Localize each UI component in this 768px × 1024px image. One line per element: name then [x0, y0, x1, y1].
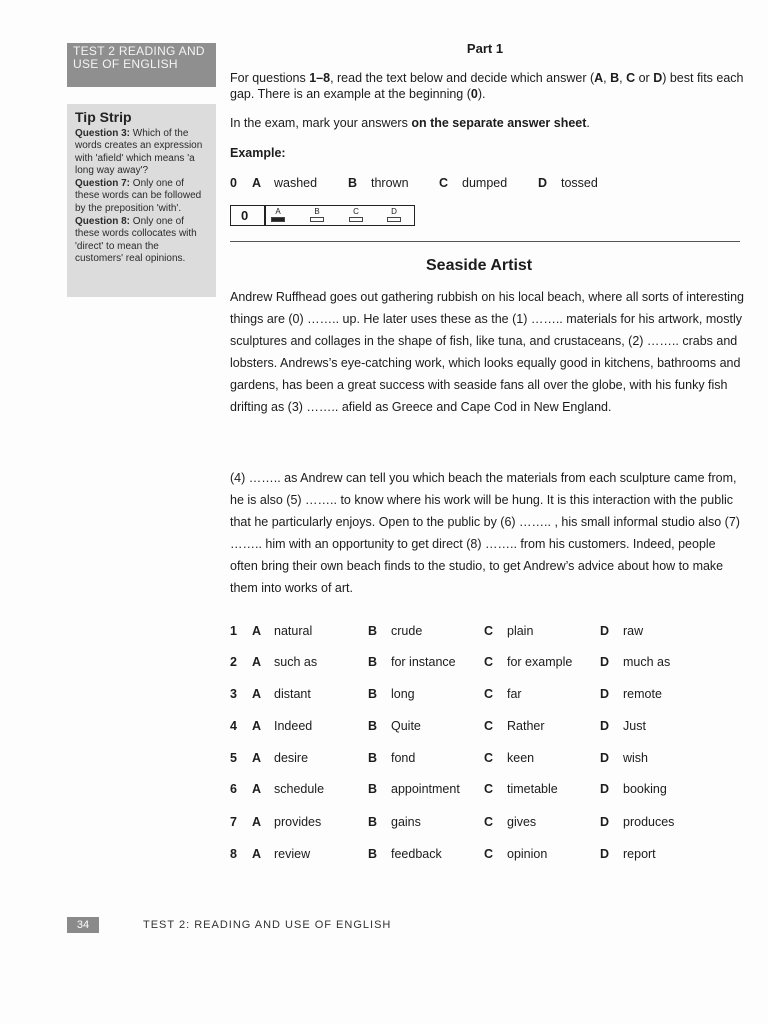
- question-number: 8: [230, 847, 237, 861]
- instruction-text: , read the text below and decide which answer (: [330, 71, 595, 85]
- option-d: wish: [623, 751, 649, 765]
- answer-bubble-c: [348, 207, 364, 222]
- option-letter: C: [484, 687, 494, 701]
- bubble-mark: [310, 217, 324, 222]
- question-number: 1: [230, 624, 237, 638]
- tip-question-3: [75, 128, 208, 177]
- question-row: [230, 719, 750, 737]
- option-b: gains: [391, 815, 421, 829]
- option-c: Rather: [507, 719, 545, 733]
- tip-label: Question 3:: [75, 128, 131, 139]
- answer-sheet-number: 0: [241, 208, 249, 223]
- running-footer: TEST 2: READING AND USE OF ENGLISH: [143, 919, 392, 931]
- question-number: 5: [230, 751, 237, 765]
- instruction-text: or: [635, 71, 654, 85]
- paragraph-text: (4) …….. as Andrew can tell you which beach the materials from each sculpture came from, he is also (5) …….. to know where his work will be hung. It is this interaction with the public that he particularly enjoys. Open to the public by (6) …….. , his small informal studio also (7) …….. him with an opportunity to get direct (8) …….. from his customers. Indeed, people often bring their own beach finds to the studio, to get Andrew’s advice about how to make them into works of art.: [230, 471, 740, 595]
- option-letter: D: [600, 719, 610, 733]
- tip-strip-title: Tip Strip: [75, 109, 132, 125]
- question-range: 1–8: [309, 71, 331, 85]
- option-letter: B: [368, 847, 378, 861]
- option-d: report: [623, 847, 656, 861]
- option-letter: D: [600, 815, 610, 829]
- answer-bubble-a: [270, 207, 286, 222]
- bubble-letter: A: [275, 207, 281, 216]
- bubble-letter: D: [391, 207, 397, 216]
- option-c: keen: [507, 751, 535, 765]
- option-c: gives: [507, 815, 537, 829]
- exam-note-text: .: [586, 116, 590, 130]
- option-d: raw: [623, 624, 644, 638]
- option-letter: C: [484, 815, 494, 829]
- question-row: [230, 624, 750, 642]
- tip-label: Question 8:: [75, 216, 131, 228]
- option-letter: C: [484, 782, 494, 796]
- option-b: feedback: [391, 847, 442, 861]
- example-label: Example:: [230, 146, 286, 160]
- bubble-letter: B: [314, 207, 320, 216]
- bubble-letter: C: [353, 207, 359, 216]
- part-title: Part 1: [466, 41, 504, 56]
- option-letter: D: [600, 655, 610, 669]
- option-letter: B: [368, 815, 378, 829]
- option-letter: C: [626, 71, 636, 85]
- instruction-text: For questions: [230, 71, 310, 85]
- option-letter: D: [600, 687, 610, 701]
- option-c: plain: [507, 624, 534, 638]
- option-letter: A: [252, 719, 262, 733]
- answer-bubble-d: [386, 207, 402, 222]
- option-c: timetable: [507, 782, 558, 796]
- option-c: far: [507, 687, 522, 701]
- option-a: Indeed: [274, 719, 313, 733]
- tip-strip: [67, 104, 216, 297]
- option-letter: D: [538, 176, 548, 190]
- option-letter: B: [368, 719, 378, 733]
- option-letter: D: [600, 624, 610, 638]
- question-number: 3: [230, 687, 237, 701]
- question-row: [230, 782, 750, 800]
- option-letter: C: [484, 624, 494, 638]
- tip-text: Only one of these words collocates with 'direct' to mean the customers' real opinions.: [75, 216, 197, 264]
- page-number: 34: [67, 917, 99, 933]
- option-a: such as: [274, 655, 318, 669]
- divider-rule: [230, 241, 740, 242]
- option-letter: C: [484, 751, 494, 765]
- instructions: For questions 1–8, read the text below and decide which answer (A, B, C or D) best fits each gap. There is an example at the beginning (0).: [230, 71, 744, 101]
- question-row: [230, 655, 750, 673]
- option-letter: B: [368, 782, 378, 796]
- question-number: 6: [230, 782, 237, 796]
- option-letter: B: [610, 71, 620, 85]
- option-d: remote: [623, 687, 662, 701]
- example-number: 0: [230, 176, 237, 190]
- option-a: natural: [274, 624, 313, 638]
- option-d: produces: [623, 815, 675, 829]
- option-c: for example: [507, 655, 573, 669]
- answer-bubble-b: [309, 207, 325, 222]
- option-letter: C: [484, 847, 494, 861]
- option-d: Just: [623, 719, 646, 733]
- option-b: for instance: [391, 655, 456, 669]
- option-d: booking: [623, 782, 667, 796]
- question-number: 7: [230, 815, 237, 829]
- question-row: [230, 847, 750, 865]
- instruction-text: ).: [477, 87, 486, 101]
- answer-sheet-divider: [264, 206, 266, 225]
- option-d: much as: [623, 655, 671, 669]
- bubble-mark: [387, 217, 401, 222]
- example-number: 0: [470, 87, 478, 101]
- section-tag: TEST 2 READING AND USE OF ENGLISH: [67, 43, 216, 87]
- exam-note: [230, 115, 745, 131]
- option-letter: A: [252, 847, 262, 861]
- option-letter: D: [600, 847, 610, 861]
- option-a: distant: [274, 687, 311, 701]
- option-a: provides: [274, 815, 322, 829]
- option-letter: A: [252, 655, 262, 669]
- option-letter: B: [368, 751, 378, 765]
- option-b: crude: [391, 624, 423, 638]
- bubble-mark-filled: [271, 217, 285, 222]
- example-answer-sheet: [230, 205, 415, 226]
- option-letter: A: [252, 624, 262, 638]
- bubble-mark: [349, 217, 363, 222]
- option-text: thrown: [371, 176, 409, 190]
- question-row: [230, 815, 750, 833]
- option-letter: B: [348, 176, 358, 190]
- option-letter: B: [368, 624, 378, 638]
- option-letter: A: [252, 176, 262, 190]
- option-text: dumped: [462, 176, 508, 190]
- option-letter: C: [484, 719, 494, 733]
- option-letter: D: [600, 751, 610, 765]
- story-paragraph-2: [230, 467, 745, 599]
- question-number: 2: [230, 655, 237, 669]
- option-b: Quite: [391, 719, 421, 733]
- option-letter: D: [600, 782, 610, 796]
- option-c: opinion: [507, 847, 548, 861]
- tip-question-8: [75, 216, 208, 265]
- option-letter: D: [653, 71, 663, 85]
- option-letter: A: [252, 815, 262, 829]
- option-letter: C: [439, 176, 449, 190]
- option-letter: C: [484, 655, 494, 669]
- question-row: [230, 751, 750, 769]
- option-letter: A: [252, 782, 262, 796]
- option-letter: A: [252, 751, 262, 765]
- question-number: 4: [230, 719, 237, 733]
- option-a: review: [274, 847, 311, 861]
- story-paragraph-1: [230, 286, 745, 418]
- option-letter: A: [252, 687, 262, 701]
- option-letter: B: [368, 687, 378, 701]
- tip-label: Question 7:: [75, 178, 131, 190]
- tip-question-7: [75, 178, 208, 215]
- paragraph-text: Andrew Ruffhead goes out gathering rubbish on his local beach, where all sorts of interesting things are (0) …….. up. He later uses these as the (1) …….. materials for his artwork, mostly sculptures and collages in the shape of fish, like tuna, and crustaceans, (2) …….. crabs and lobsters. Andrews’s eye-catching work, which looks equally good in kitchens, bathrooms and gardens, has been a great success with seaside fans all over the globe, with his funky fish drifting as (3) …….. afield as Greece and Cape Cod in New England.: [230, 290, 744, 414]
- option-letter: B: [368, 655, 378, 669]
- option-a: schedule: [274, 782, 325, 796]
- option-b: fond: [391, 751, 416, 765]
- tip-text: Which of the words creates an expression with 'afield' which means 'a long way away'?: [75, 128, 203, 176]
- story-title: Seaside Artist: [426, 257, 533, 274]
- exam-note-emphasis: on the separate answer sheet: [411, 116, 587, 130]
- option-b: appointment: [391, 782, 460, 796]
- example-options: [230, 176, 750, 194]
- option-a: desire: [274, 751, 309, 765]
- option-text: washed: [274, 176, 318, 190]
- question-row: [230, 687, 750, 705]
- instruction-text: ) best fits each gap. There is an example at the beginning (: [230, 71, 744, 101]
- exam-note-text: In the exam, mark your answers: [230, 116, 412, 130]
- option-text: tossed: [561, 176, 598, 190]
- tip-text: Only one of these words can be followed by the preposition 'with'.: [75, 178, 202, 214]
- option-letter: A: [594, 71, 604, 85]
- option-b: long: [391, 687, 415, 701]
